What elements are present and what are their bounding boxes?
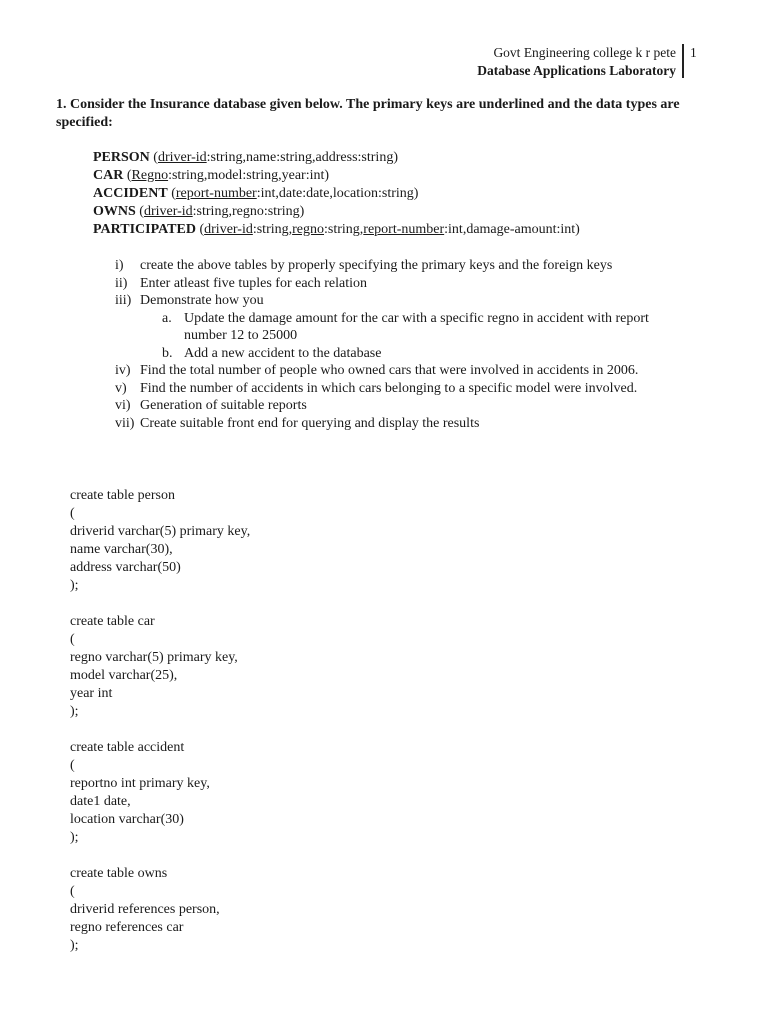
task-number: v) [115,380,127,396]
primary-key-attribute: driver-id [204,222,253,237]
schema-relation [93,149,580,167]
schema-relation [93,221,580,239]
attribute-text: ( [153,150,158,165]
primary-key-attribute: report-number [363,222,445,237]
sql-line: driverid references person, [70,902,220,917]
sql-line: ); [70,830,79,845]
sql-line: location varchar(30) [70,812,184,827]
relation-name: PARTICIPATED [93,222,196,237]
schema-relation [93,203,580,221]
task-text: Find the total number of people who owned cars that were involved in accidents in 2006. [140,363,639,378]
sql-line: reportno int primary key, [70,776,210,791]
relation-name: ACCIDENT [93,186,168,201]
task-item [115,415,675,433]
attribute-text: :string, [252,222,293,237]
sql-line: year int [70,686,113,701]
task-number: iii) [115,293,132,308]
sql-line: ( [70,758,75,773]
task-item [115,380,675,398]
attribute-text: :string,model:string,year:int) [168,168,330,183]
sql-code [70,487,250,955]
sql-block [70,739,250,847]
sql-line: ( [70,884,75,899]
primary-key-attribute: Regno [131,168,169,183]
header-college: Govt Engineering college k r pete [493,45,676,60]
attribute-text: :string,regno:string) [192,204,305,219]
task-number: i) [115,258,124,273]
task-number: ii) [115,275,128,291]
task-text: create the above tables by properly specifying the primary keys and the foreign keys [140,258,613,273]
sql-line: ); [70,704,79,719]
subtask-letter: a. [162,310,172,326]
primary-key-attribute: driver-id [143,204,193,219]
subtask-item [162,310,675,345]
task-item [115,292,675,310]
subtask-item [162,345,675,363]
task-text: Generation of suitable reports [140,398,307,413]
page-header [477,44,676,80]
task-number: vii) [115,415,135,431]
sql-line: driverid varchar(5) primary key, [70,524,251,539]
sql-block [70,865,250,955]
block-spacer [70,595,250,613]
task-text: Create suitable front end for querying and display the results [140,415,480,431]
sql-block [70,613,250,721]
attribute-text: ( [126,168,132,183]
sql-line: ); [70,578,79,593]
task-item [115,257,675,275]
primary-key-attribute: regno [292,222,325,237]
sql-line: create table accident [70,740,185,755]
question-text: 1. Consider the Insurance database given below. The primary keys are underlined and the data types are specified: [56,97,680,130]
primary-key-attribute: driver-id [157,150,207,165]
attribute-text: ( [171,186,176,201]
task-text: Enter atleast five tuples for each relation [140,275,368,291]
sql-line: create table person [70,488,175,503]
block-spacer [70,847,250,865]
subtask-letter: b. [162,345,173,361]
header-divider [682,44,684,78]
task-number: iv) [115,363,131,378]
sql-line: ( [70,632,75,647]
page-number: 1 [690,45,697,60]
sql-line: address varchar(50) [70,560,181,575]
attribute-text: :string, [324,222,364,237]
schema-relation [93,185,580,203]
sql-line: ); [70,938,79,953]
schema-list [93,149,580,239]
task-number: vi) [115,398,131,413]
attribute-text: :int,damage-amount:int) [444,222,580,237]
subtask-text: Update the damage amount for the car with a specific regno in accident with report number 12 to 25000 [184,310,649,343]
header-lab-title: Database Applications Laboratory [477,63,676,78]
task-item [115,397,675,415]
task-text: Demonstrate how you [140,293,264,308]
sql-line: regno references car [70,920,184,935]
task-item [115,362,675,380]
sql-line: create table car [70,614,155,629]
task-list [115,257,675,432]
subtask-text: Add a new accident to the database [184,345,382,361]
sql-line: name varchar(30), [70,542,173,557]
relation-name: OWNS [93,204,136,219]
schema-relation [93,167,580,185]
attribute-text: :string,name:string,address:string) [206,150,398,165]
sql-line: model varchar(25), [70,668,178,683]
task-item [115,275,675,293]
primary-key-attribute: report-number [175,186,257,201]
sql-line: regno varchar(5) primary key, [70,650,238,665]
sql-block [70,487,250,595]
sql-line: date1 date, [70,794,131,809]
attribute-text: :int,date:date,location:string) [256,186,419,201]
block-spacer [70,721,250,739]
sql-line: ( [70,506,75,521]
attribute-text: ( [139,204,144,219]
relation-name: PERSON [93,150,150,165]
attribute-text: ( [199,222,205,237]
task-text: Find the number of accidents in which cars belonging to a specific model were involved. [140,380,638,396]
sql-line: create table owns [70,866,168,881]
relation-name: CAR [93,168,124,183]
